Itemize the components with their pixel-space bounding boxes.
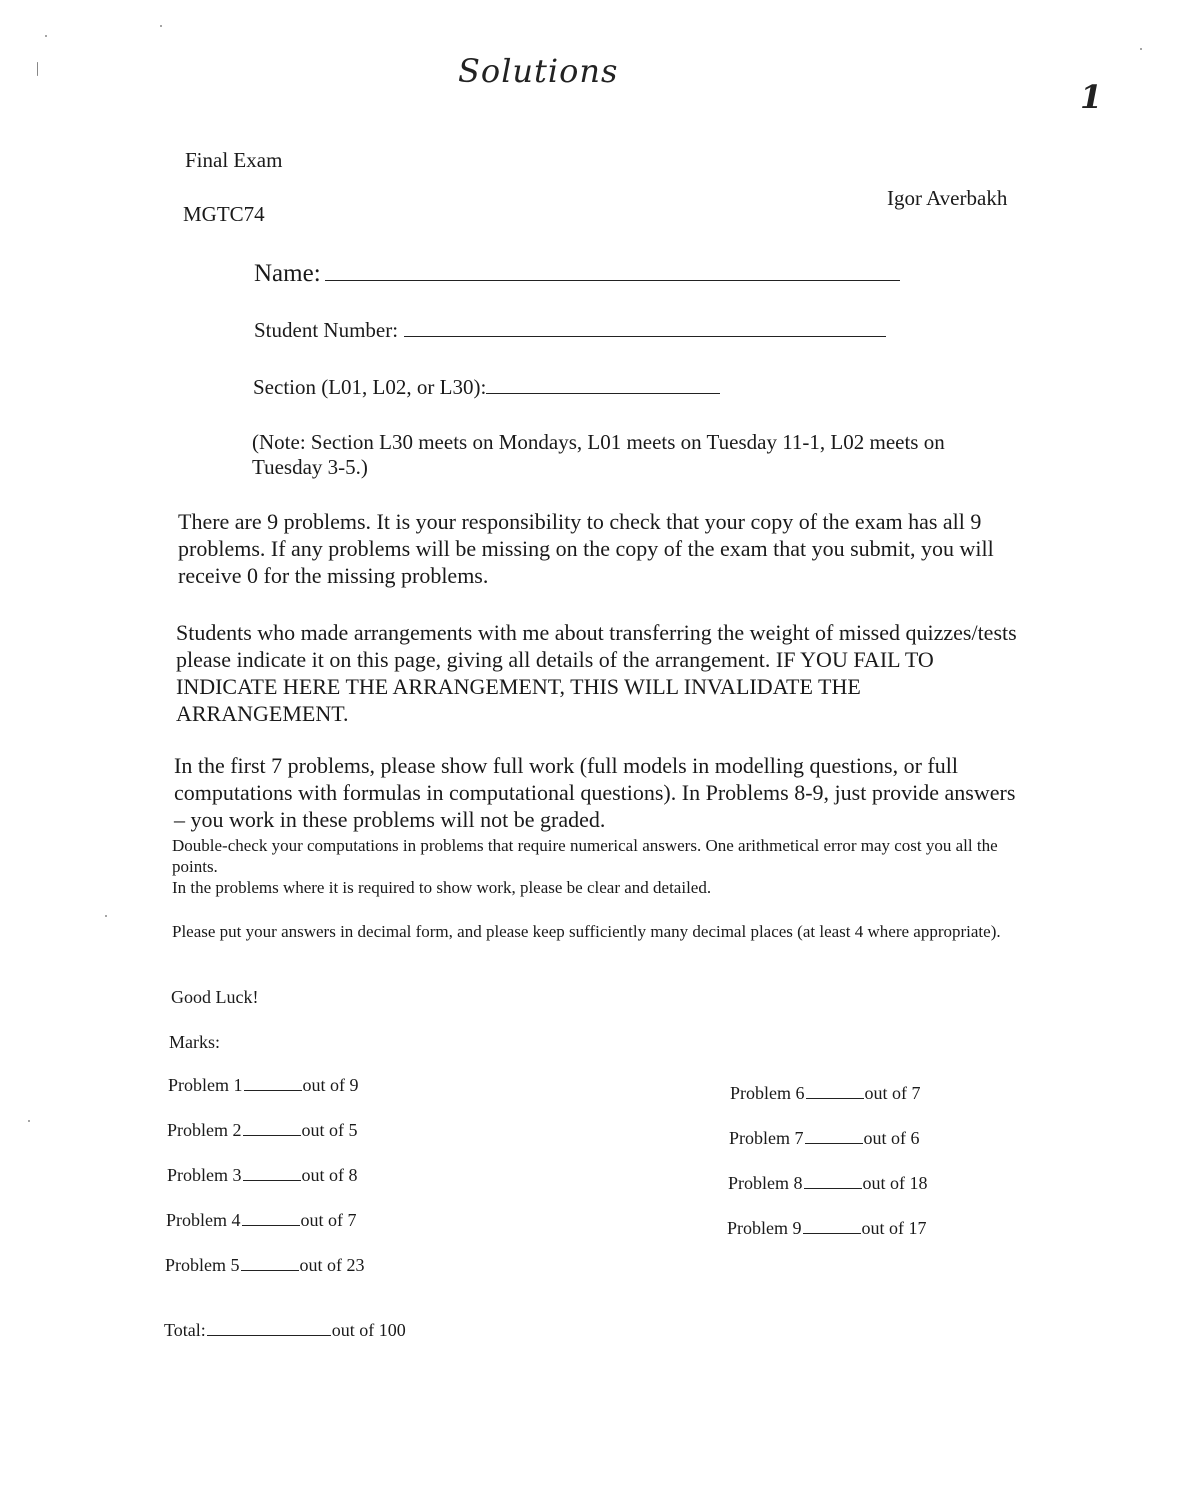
mark-line [803, 1232, 861, 1234]
student-number-line [404, 335, 886, 337]
mark-label: Problem 1 [168, 1075, 243, 1095]
mark-line [243, 1134, 301, 1136]
mark-out-of: out of 7 [300, 1210, 357, 1230]
mark-out-of: out of 18 [862, 1173, 928, 1193]
mark-line [806, 1097, 864, 1099]
mark-label: Problem 6 [730, 1083, 805, 1103]
section-line [486, 392, 720, 394]
course-code: MGTC74 [183, 202, 265, 226]
instructions-decimal-form: Please put your answers in decimal form, and please keep sufficiently many decimal places (at least 4 where appropriate). [172, 922, 1001, 941]
mark-line [804, 1187, 862, 1189]
marks-row-problem-2 [167, 1120, 358, 1141]
total-label: Total: [164, 1320, 206, 1340]
handwritten-page-number: 1 [1080, 78, 1103, 116]
mark-out-of: out of 7 [864, 1083, 921, 1103]
instructions-double-check: Double-check your computations in problems that require numerical answers. One arithmetical error may cost you all the points. [172, 836, 998, 876]
scan-speck [37, 62, 38, 76]
mark-label: Problem 3 [167, 1165, 242, 1185]
marks-row-problem-9 [727, 1218, 927, 1239]
name-field [254, 260, 900, 288]
handwritten-title: Solutions [458, 52, 619, 90]
mark-label: Problem 4 [166, 1210, 241, 1230]
mark-line [244, 1089, 302, 1091]
mark-label: Problem 2 [167, 1120, 242, 1140]
marks-row-problem-6 [730, 1083, 921, 1104]
instructions-problem-count: There are 9 problems. It is your responsibility to check that your copy of the exam has all 9 problems. If any problems will be missing on the copy of the exam that you submit, you will receive 0 for the missing problems. [178, 509, 994, 588]
marks-row-problem-8 [728, 1173, 928, 1194]
mark-line [243, 1179, 301, 1181]
name-label: Name: [254, 260, 321, 287]
good-luck: Good Luck! [171, 987, 259, 1007]
mark-out-of: out of 17 [861, 1218, 927, 1238]
marks-row-problem-3 [167, 1165, 358, 1186]
marks-row-problem-7 [729, 1128, 920, 1149]
exam-title: Final Exam [185, 148, 283, 172]
total-out-of: out of 100 [331, 1320, 406, 1340]
instructions-arrangement: Students who made arrangements with me about transferring the weight of missed quizzes/tests please indicate it on this page, giving all details of the arrangement. IF YOU FAIL TO INDICATE HERE THE ARRANGEMENT, THIS WILL INVALIDATE THE ARRANGEMENT. [176, 620, 1017, 726]
instructions-clear-detailed: In the problems where it is required to show work, please be clear and detailed. [172, 878, 712, 897]
mark-out-of: out of 6 [863, 1128, 920, 1148]
marks-row-problem-1 [168, 1075, 359, 1096]
scan-speck [1140, 48, 1142, 50]
scan-speck [45, 35, 47, 37]
student-number-label: Student Number: [254, 318, 399, 342]
section-field [253, 375, 720, 400]
name-line [325, 279, 900, 281]
scan-speck [28, 1120, 30, 1122]
mark-label: Problem 7 [729, 1128, 804, 1148]
instructions-show-work: In the first 7 problems, please show full work (full models in modelling questions, or full computations with formulas in computational questions). In Problems 8-9, just provide answers – you work in these problems will not be graded. [174, 753, 1016, 832]
student-number-field [254, 318, 886, 343]
marks-total-row [164, 1320, 406, 1341]
total-line [207, 1334, 331, 1336]
scan-speck [105, 915, 107, 917]
marks-label: Marks: [169, 1032, 220, 1052]
mark-label: Problem 8 [728, 1173, 803, 1193]
mark-label: Problem 9 [727, 1218, 802, 1238]
marks-row-problem-5 [165, 1255, 365, 1276]
mark-label: Problem 5 [165, 1255, 240, 1275]
mark-out-of: out of 23 [299, 1255, 365, 1275]
instructor-name: Igor Averbakh [887, 186, 1008, 210]
mark-line [242, 1224, 300, 1226]
mark-out-of: out of 5 [301, 1120, 358, 1140]
mark-line [805, 1142, 863, 1144]
section-note: (Note: Section L30 meets on Mondays, L01 meets on Tuesday 11-1, L02 meets on Tuesday 3-5.) [252, 430, 945, 479]
mark-out-of: out of 9 [302, 1075, 359, 1095]
section-label: Section (L01, L02, or L30): [253, 375, 487, 399]
scan-speck [160, 25, 162, 27]
mark-out-of: out of 8 [301, 1165, 358, 1185]
marks-row-problem-4 [166, 1210, 357, 1231]
mark-line [241, 1269, 299, 1271]
